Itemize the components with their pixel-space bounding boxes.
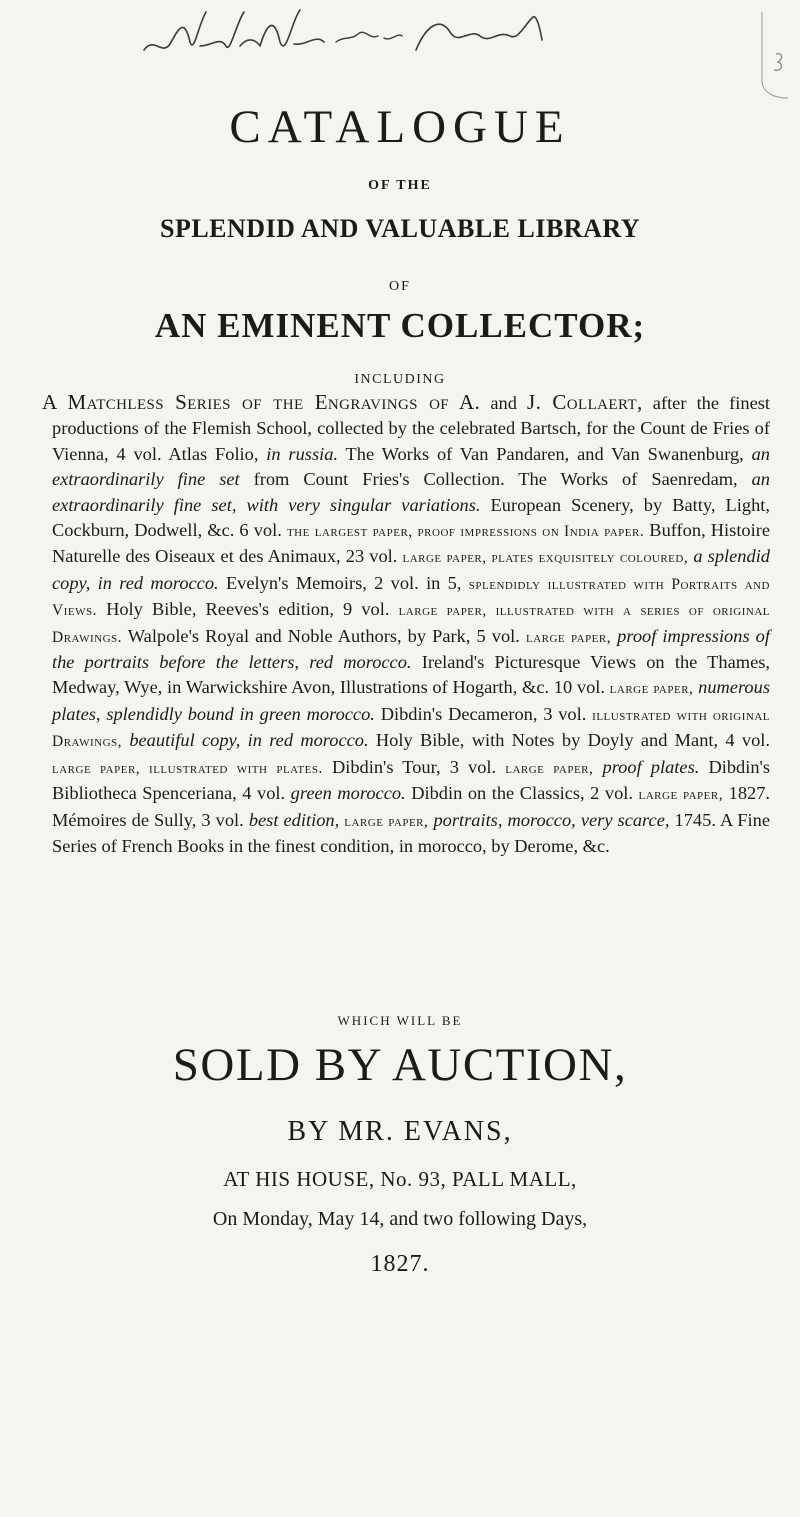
desc-smallcaps: large paper, [609,680,694,698]
desc-text: Holy Bible, Reeves's edition, 9 vol. [96,599,399,620]
address-line: AT HIS HOUSE, No. 93, PALL MALL, [223,1167,577,1191]
signature-scrawl [140,6,560,64]
desc-italic: portraits, morocco, very scarce, [433,809,670,830]
desc-text: after the finest productions of the Flemish School, collected by the celebrated Bartsch, for the Count de Fries of Vienna, 4 vol. Atlas Folio, [52,393,770,464]
desc-italic: best edition, [248,809,340,830]
handwritten-signature [140,6,560,64]
desc-italic: proof plates. [602,756,700,777]
desc-smallcaps: splendidly illustrated with Portraits and Views. [52,575,770,620]
desc-text: Dibdin's Tour, 3 vol. [322,756,506,777]
desc-text: 1827. Mémoires de Sully, 3 vol. [52,783,771,830]
year-line: 1827. [370,1251,430,1277]
desc-text: Ireland's Picturesque Views on the Thames, Medway, Wye, in Warwickshire Avon, Illustrations of Hogarth, &c. 10 vol. [52,652,770,698]
catalogue-heading: CATALOGUE [229,101,571,153]
desc-smallcaps: large paper, [505,759,594,777]
sold-by-auction-heading: SOLD BY AUCTION, [172,1039,628,1091]
edge-stamp-icon [756,10,792,102]
desc-text: Dibdin's Bibliotheca Spenceriana, 4 vol. [52,756,770,804]
desc-text: and [480,393,528,413]
desc-text: Evelyn's Memoirs, 2 vol. in 5, [218,572,469,593]
library-subtitle: SPLENDID AND VALUABLE LIBRARY [159,214,640,243]
collector-line: AN EMINENT COLLECTOR; [154,306,646,345]
desc-italic: an extraordinarily fine set [52,443,770,490]
contents-description [42,390,770,859]
desc-text: The Works of Van Pandaren, and Van Swanenburg, [338,443,752,464]
desc-lead: A Matchless Series of the Engravings of A. [42,390,481,414]
desc-italic: in russia. [266,443,339,464]
desc-italic: a splendid copy, in red morocco. [52,546,770,593]
desc-italic: an extraordinarily fine set, with very singular variations. [52,469,770,515]
including-line: INCLUDING [354,372,446,387]
desc-text: European Scenery, by Batty, Light, Cockburn, Dodwell, &c. 6 vol. [52,494,770,541]
desc-text: Holy Bible, with Notes by Doyly and Mant, 4 vol. [368,730,770,751]
desc-text: Walpole's Royal and Noble Authors, by Park, 5 vol. [122,625,526,646]
desc-lead-name: J. Collaert, [527,390,643,414]
auctioneer-line: BY MR. EVANS, [287,1116,513,1147]
desc-italic: green morocco. [290,783,406,804]
desc-smallcaps: illustrated with original Drawings, [52,706,771,751]
desc-text: Dibdin on the Classics, 2 vol. [405,783,639,804]
desc-text: 1745. A Fine Series of French Books in the finest condition, in morocco, by Derome, &c. [52,809,770,856]
desc-text: Buffon, Histoire Naturelle des Oiseaux et des Animaux, 23 vol. [52,520,771,567]
desc-text: Dibdin's Decameron, 3 vol. [374,703,593,724]
desc-smallcaps: large paper, [638,786,724,804]
desc-italic: proof impressions of the portraits before the letters, red morocco. [52,625,770,673]
desc-text: from Count Fries's Collection. The Works of Saenredam, [239,469,752,490]
which-will-be-line: WHICH WILL BE [337,1013,463,1028]
desc-smallcaps: large paper, plates exquisitely coloured, [402,549,689,567]
desc-italic: beautiful copy, in red morocco. [129,730,369,751]
desc-space [593,757,602,777]
desc-smallcaps: large paper, illustrated with a series of original Drawings. [52,602,771,646]
desc-smallcaps: large paper, illustrated with plates. [52,759,323,777]
desc-italic: numerous plates, splendidly bound in green morocco. [52,677,770,724]
of-the-line: OF THE [368,178,432,193]
desc-smallcaps: the largest paper, proof impressions on India paper. [286,523,645,541]
date-line: On Monday, May 14, and two following Days, [212,1208,588,1230]
page-edge-mark [756,10,792,102]
desc-smallcaps: large paper, [344,812,429,830]
of-line: OF [389,279,411,294]
desc-smallcaps: large paper, [525,628,612,646]
